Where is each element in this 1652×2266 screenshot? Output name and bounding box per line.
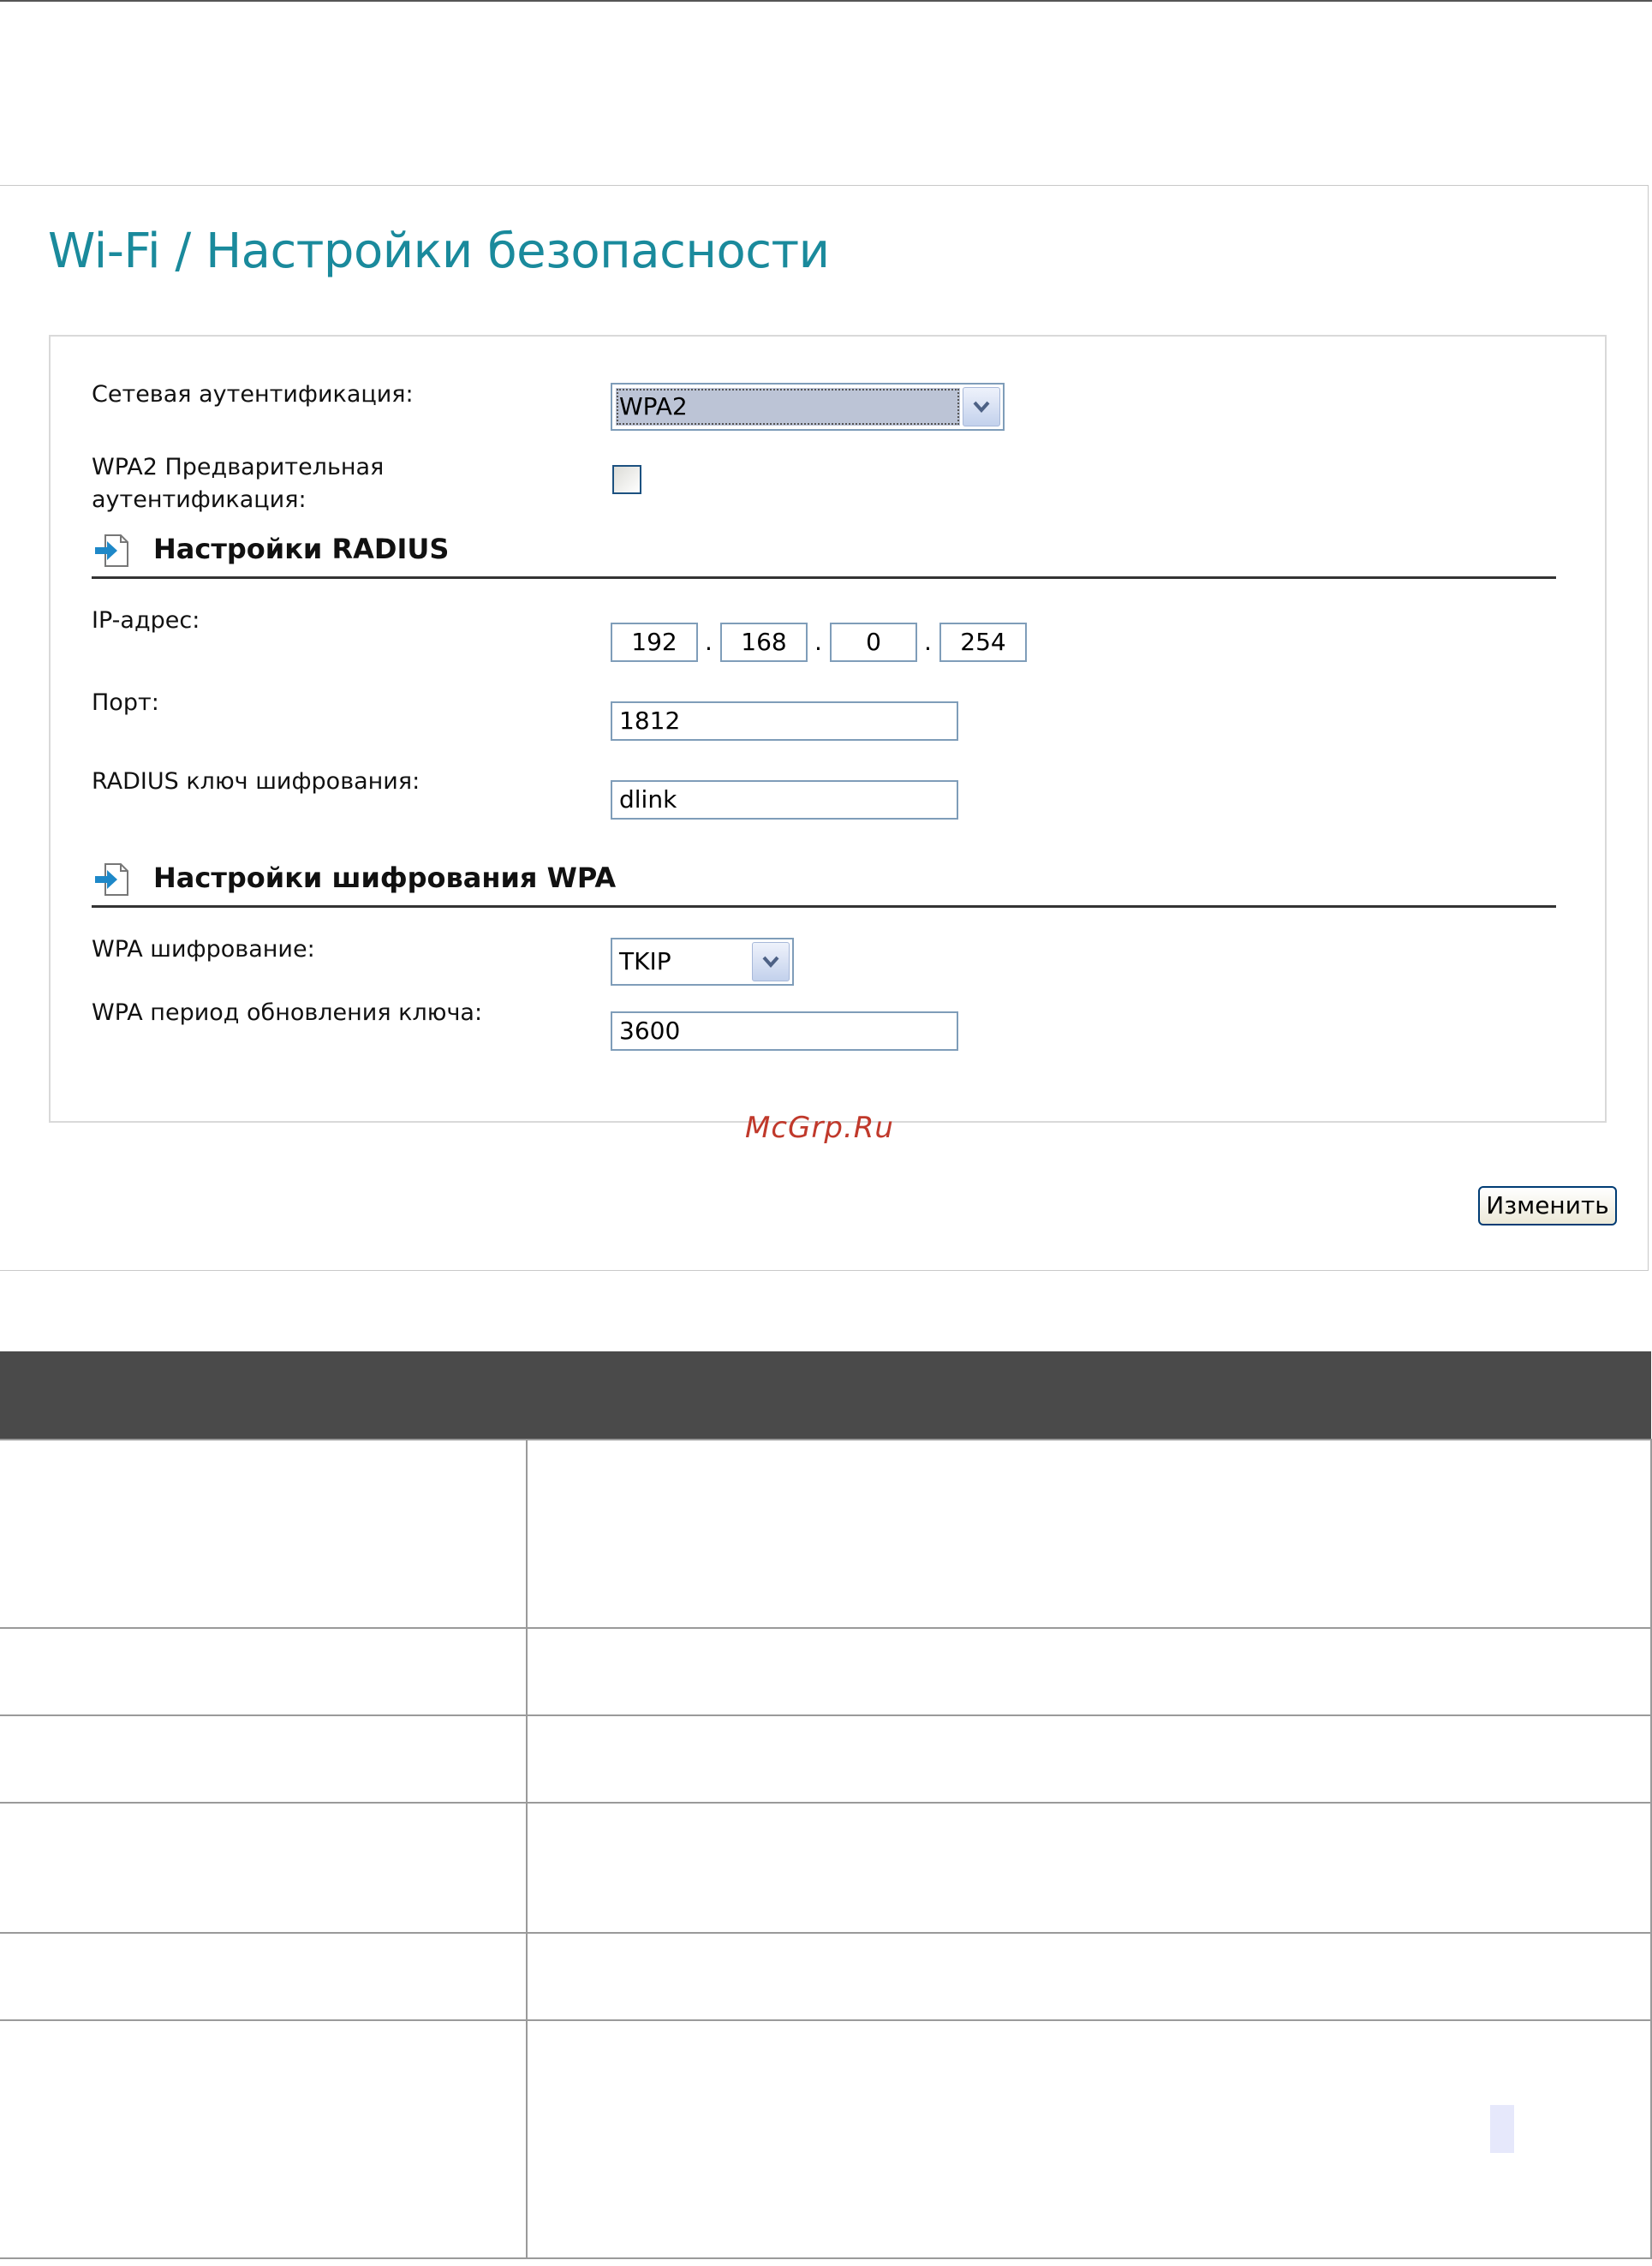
- chevron-down-icon[interactable]: [963, 387, 1000, 426]
- wpa-section-title: Настройки шифрования WPA: [153, 862, 617, 894]
- table-row: [0, 1933, 1651, 2020]
- table-cell: [0, 1715, 527, 1803]
- ip-dot: .: [924, 628, 932, 656]
- table-cell: [0, 1933, 527, 2020]
- port-label: Порт:: [92, 689, 159, 716]
- table-cell: [0, 1803, 527, 1933]
- page-side-tab: [1490, 2105, 1514, 2153]
- table-header: [0, 1351, 1651, 1440]
- table-cell: [527, 1440, 1651, 1628]
- table-header-row: [0, 1351, 1651, 1440]
- ip-octet-2[interactable]: 168: [720, 623, 808, 662]
- table-row: [0, 1715, 1651, 1803]
- chevron-down-icon[interactable]: [752, 942, 790, 981]
- wpa-section-header: [92, 859, 1556, 908]
- apply-button[interactable]: Изменить: [1478, 1186, 1617, 1225]
- ip-octet-1[interactable]: 192: [611, 623, 698, 662]
- table-cell: [527, 1715, 1651, 1803]
- wpa-period-input[interactable]: 3600: [611, 1011, 958, 1051]
- auth-select-value: WPA2: [616, 388, 960, 426]
- settings-panel: [49, 335, 1607, 1123]
- table-cell: [527, 1628, 1651, 1715]
- parameter-description-table: [0, 1351, 1652, 2259]
- ip-dot: .: [814, 628, 822, 656]
- ip-octet-3[interactable]: 0: [830, 623, 917, 662]
- radius-key-input[interactable]: dlink: [611, 780, 958, 820]
- wpa-enc-label: WPA шифрование:: [92, 936, 315, 963]
- table-cell: [0, 1628, 527, 1715]
- top-rule: [0, 0, 1652, 2]
- wpa-period-label: WPA период обновления ключа:: [92, 999, 483, 1026]
- preauth-label: WPA2 Предварительная аутентификация:: [92, 454, 385, 513]
- auth-select[interactable]: [611, 383, 1005, 431]
- radius-section-title: Настройки RADIUS: [153, 533, 450, 565]
- table-row: [0, 2020, 1651, 2258]
- table-cell: [527, 2020, 1651, 2258]
- arrow-page-icon: [93, 534, 131, 571]
- table-row: [0, 1440, 1651, 1628]
- router-settings-screenshot: [0, 185, 1649, 1271]
- table-row: [0, 1803, 1651, 1933]
- radius-section-header: [92, 530, 1556, 579]
- port-input[interactable]: 1812: [611, 701, 958, 741]
- ip-octet-4[interactable]: 254: [939, 623, 1027, 662]
- page-title: Wi-Fi / Настройки безопасности: [48, 224, 830, 279]
- table-cell: [527, 1933, 1651, 2020]
- table-cell: [0, 2020, 527, 2258]
- radius-key-label: RADIUS ключ шифрования:: [92, 768, 420, 795]
- table-cell: [0, 1440, 527, 1628]
- auth-label: Сетевая аутентификация:: [92, 381, 414, 408]
- wpa-enc-select-value: TKIP: [619, 947, 671, 975]
- arrow-page-icon: [93, 862, 131, 900]
- wpa-enc-select[interactable]: [611, 938, 794, 986]
- ip-label: IP-адрес:: [92, 607, 200, 634]
- preauth-checkbox[interactable]: [612, 465, 641, 494]
- table-row: [0, 1628, 1651, 1715]
- table-cell: [527, 1803, 1651, 1933]
- watermark: McGrp.Ru: [745, 1111, 894, 1145]
- ip-dot: .: [705, 628, 713, 656]
